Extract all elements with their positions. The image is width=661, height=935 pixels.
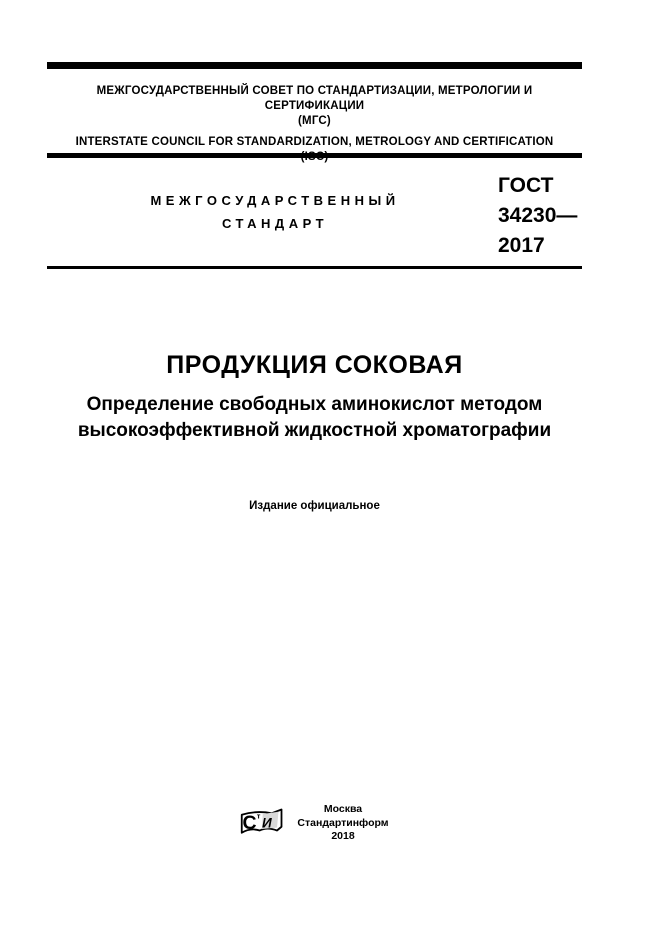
page-content bbox=[47, 0, 582, 935]
imprint-text bbox=[297, 803, 388, 844]
council-name-en: INTERSTATE COUNCIL FOR STANDARDIZATION, METROLOGY AND CERTIFICATION bbox=[75, 136, 554, 148]
edition-note: Издание официальное bbox=[249, 500, 380, 512]
standard-code bbox=[498, 158, 582, 266]
standard-code-line3: 2017 bbox=[498, 234, 545, 257]
standard-code-line2: 34230— bbox=[498, 204, 578, 227]
council-name-ru: МЕЖГОСУДАРСТВЕННЫЙ СОВЕТ ПО СТАНДАРТИЗАЦИИ, МЕТРОЛОГИИ И СЕРТИФИКАЦИИ bbox=[96, 85, 533, 112]
document-subtitle-line1: Определение свободных аминокислот методом bbox=[86, 394, 543, 415]
imprint-year: 2018 bbox=[331, 830, 355, 842]
svg-text:И: И bbox=[262, 815, 273, 831]
standard-banner bbox=[47, 158, 582, 266]
document-subtitle bbox=[47, 392, 582, 444]
document-subtitle-line2: высокоэффективной жидкостной хроматографии bbox=[77, 420, 552, 441]
svg-text:т: т bbox=[257, 811, 261, 821]
standartinform-logo-icon bbox=[240, 808, 284, 838]
imprint-city: Москва bbox=[323, 803, 363, 815]
top-rule bbox=[47, 62, 582, 69]
imprint-publisher: Стандартинформ bbox=[297, 816, 389, 829]
council-abbr-ru: (МГС) bbox=[298, 115, 331, 127]
svg-text:С: С bbox=[242, 812, 258, 835]
document-title: ПРОДУКЦИЯ СОКОВАЯ bbox=[166, 351, 463, 379]
bottom-rule bbox=[47, 266, 582, 269]
standard-type-label bbox=[47, 158, 498, 266]
standard-type-line2: СТАНДАРТ bbox=[221, 216, 329, 231]
standard-code-line1: ГОСТ bbox=[498, 174, 554, 197]
standard-type-line1: МЕЖГОСУДАРСТВЕННЫЙ bbox=[150, 193, 400, 208]
imprint bbox=[47, 803, 582, 844]
